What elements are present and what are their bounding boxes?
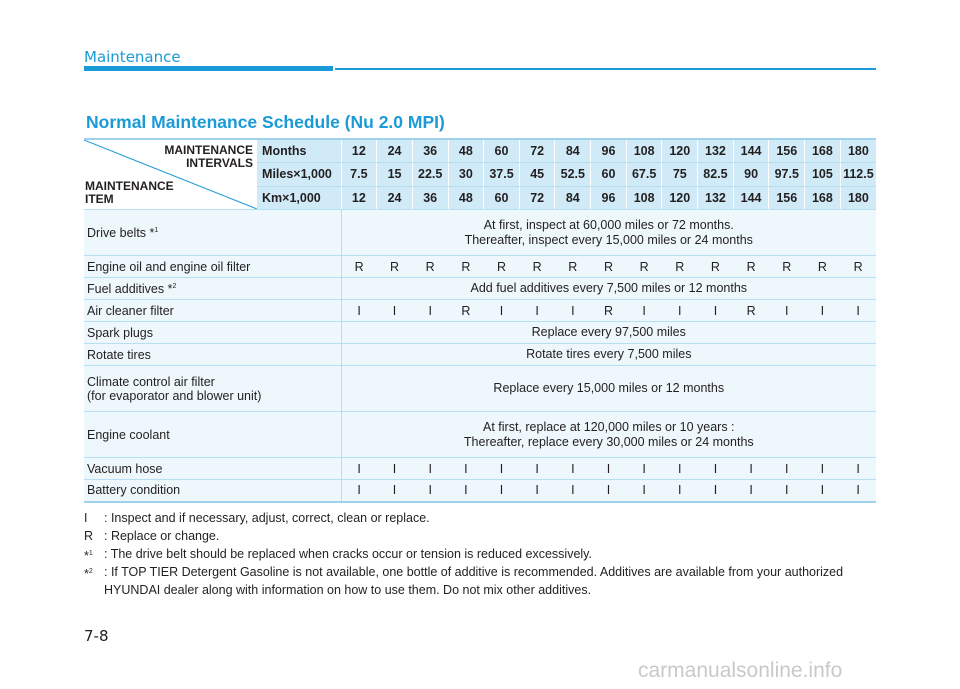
table-title: Normal Maintenance Schedule (Nu 2.0 MPI) (86, 112, 445, 132)
table-row (84, 300, 876, 322)
schedule-cell: I (769, 300, 805, 322)
schedule-cell: I (591, 458, 627, 480)
table-row (84, 278, 876, 300)
corner-intervals-label: MAINTENANCE INTERVALS (164, 143, 253, 170)
schedule-cell: R (769, 256, 805, 278)
maintenance-item: Drive belts *$^1$ (84, 210, 341, 256)
schedule-cell: I (840, 480, 876, 502)
schedule-cell: I (484, 300, 520, 322)
schedule-cell: I (805, 458, 841, 480)
schedule-cell: I (412, 300, 448, 322)
interval-value: 97.5 (769, 163, 805, 187)
schedule-cell: I (555, 300, 591, 322)
table-row (84, 458, 876, 480)
interval-value: 37.5 (484, 163, 520, 187)
schedule-cell: R (698, 256, 734, 278)
interval-value: 12 (341, 139, 377, 163)
table-row (84, 256, 876, 278)
interval-value: 105 (805, 163, 841, 187)
interval-value: 52.5 (555, 163, 591, 187)
interval-value: 168 (805, 139, 841, 163)
maintenance-item: Spark plugs (84, 322, 341, 344)
interval-value: 108 (626, 139, 662, 163)
interval-value: 30 (448, 163, 484, 187)
schedule-cell: R (626, 256, 662, 278)
schedule-cell: R (555, 256, 591, 278)
maintenance-item: Climate control air filter (for evaporator and blower unit) (84, 366, 341, 412)
interval-value: 12 (341, 186, 377, 210)
schedule-cell: I (769, 458, 805, 480)
schedule-cell: I (662, 300, 698, 322)
schedule-cell: I (377, 300, 413, 322)
interval-value: 156 (769, 139, 805, 163)
schedule-cell: I (698, 480, 734, 502)
table-header (84, 139, 876, 210)
schedule-cell: I (626, 480, 662, 502)
schedule-cell: I (662, 458, 698, 480)
schedule-instruction: Replace every 15,000 miles or 12 months (341, 366, 876, 412)
schedule-cell: R (412, 256, 448, 278)
schedule-cell: I (769, 480, 805, 502)
schedule-cell: I (412, 480, 448, 502)
schedule-cell: I (412, 458, 448, 480)
schedule-instruction: Add fuel additives every 7,500 miles or 12 months (341, 278, 876, 300)
schedule-cell: I (341, 458, 377, 480)
schedule-cell: I (519, 480, 555, 502)
schedule-instruction: At first, replace at 120,000 miles or 10 years : Thereafter, replace every 30,000 miles or 24 months (341, 412, 876, 458)
interval-value: 84 (555, 139, 591, 163)
schedule-cell: R (733, 256, 769, 278)
schedule-cell: R (448, 256, 484, 278)
interval-value: 45 (519, 163, 555, 187)
schedule-cell: I (698, 300, 734, 322)
interval-value: 60 (484, 186, 520, 210)
interval-value: 24 (377, 139, 413, 163)
schedule-cell: I (377, 458, 413, 480)
header-label: Miles×1,000 (257, 163, 341, 187)
maintenance-schedule-table (84, 138, 876, 503)
table-row (84, 210, 876, 256)
maintenance-item: Fuel additives *$^2$ (84, 278, 341, 300)
schedule-cell: R (805, 256, 841, 278)
schedule-cell: I (626, 300, 662, 322)
interval-value: 180 (840, 186, 876, 210)
table-body (84, 210, 876, 502)
note-footnote-2: *$^2$ : If TOP TIER Detergent Gasoline is not available, one bottle of additive is recommended. Additives are available from your authorized HYUNDAI dealer along with information on how to use them. Do not mix other additives. (84, 565, 844, 597)
interval-value: 112.5 (840, 163, 876, 187)
schedule-cell: R (733, 300, 769, 322)
interval-value: 75 (662, 163, 698, 187)
schedule-cell: I (519, 458, 555, 480)
maintenance-item: Rotate tires (84, 344, 341, 366)
table-row (84, 344, 876, 366)
interval-value: 48 (448, 139, 484, 163)
interval-value: 7.5 (341, 163, 377, 187)
interval-value: 120 (662, 186, 698, 210)
schedule-cell: I (591, 480, 627, 502)
table-row (84, 412, 876, 458)
note-inspect: I : Inspect and if necessary, adjust, correct, clean or replace. (84, 511, 430, 525)
schedule-cell: R (341, 256, 377, 278)
table-row (84, 366, 876, 412)
interval-value: 36 (412, 186, 448, 210)
header-label: Months (257, 139, 341, 163)
note-footnote-1: *$^1$ : The drive belt should be replaced when cracks occur or tension is reduced excessively. (84, 547, 592, 563)
schedule-cell: R (448, 300, 484, 322)
schedule-instruction: Replace every 97,500 miles (341, 322, 876, 344)
schedule-cell: R (484, 256, 520, 278)
table-row (84, 322, 876, 344)
interval-value: 144 (733, 139, 769, 163)
schedule-cell: R (662, 256, 698, 278)
maintenance-item: Engine oil and engine oil filter (84, 256, 341, 278)
schedule-cell: I (377, 480, 413, 502)
corner-item-label: MAINTENANCE ITEM (85, 179, 174, 206)
schedule-cell: I (519, 300, 555, 322)
interval-value: 96 (591, 139, 627, 163)
schedule-cell: R (591, 300, 627, 322)
schedule-cell: I (805, 300, 841, 322)
schedule-cell: I (555, 480, 591, 502)
schedule-cell: I (484, 458, 520, 480)
header-row-months (84, 139, 876, 163)
interval-value: 24 (377, 186, 413, 210)
interval-value: 48 (448, 186, 484, 210)
section-title: Maintenance (84, 48, 181, 66)
schedule-instruction: Rotate tires every 7,500 miles (341, 344, 876, 366)
schedule-cell: I (341, 300, 377, 322)
page-number: 7-8 (84, 627, 109, 645)
schedule-cell: I (840, 458, 876, 480)
schedule-cell: I (626, 458, 662, 480)
interval-value: 168 (805, 186, 841, 210)
interval-value: 60 (591, 163, 627, 187)
schedule-cell: R (591, 256, 627, 278)
interval-value: 22.5 (412, 163, 448, 187)
note-replace: R : Replace or change. (84, 529, 220, 543)
schedule-cell: R (377, 256, 413, 278)
schedule-cell: I (840, 300, 876, 322)
schedule-cell: I (733, 458, 769, 480)
interval-value: 132 (698, 139, 734, 163)
interval-value: 132 (698, 186, 734, 210)
watermark: carmanualsonline.info (638, 659, 843, 682)
interval-value: 120 (662, 139, 698, 163)
maintenance-item: Vacuum hose (84, 458, 341, 480)
schedule-cell: I (662, 480, 698, 502)
header-label: Km×1,000 (257, 186, 341, 210)
interval-value: 82.5 (698, 163, 734, 187)
schedule-cell: I (805, 480, 841, 502)
interval-value: 72 (519, 139, 555, 163)
maintenance-item: Engine coolant (84, 412, 341, 458)
interval-value: 84 (555, 186, 591, 210)
schedule-cell: I (448, 458, 484, 480)
legend-notes (84, 509, 876, 599)
interval-value: 36 (412, 139, 448, 163)
interval-value: 156 (769, 186, 805, 210)
interval-value: 15 (377, 163, 413, 187)
interval-value: 90 (733, 163, 769, 187)
schedule-cell: I (484, 480, 520, 502)
table-row (84, 480, 876, 502)
maintenance-item: Battery condition (84, 480, 341, 502)
header-corner-cell (84, 139, 257, 210)
interval-value: 180 (840, 139, 876, 163)
schedule-cell: I (733, 480, 769, 502)
schedule-cell: I (555, 458, 591, 480)
interval-value: 60 (484, 139, 520, 163)
interval-value: 144 (733, 186, 769, 210)
maintenance-item: Air cleaner filter (84, 300, 341, 322)
interval-value: 96 (591, 186, 627, 210)
schedule-cell: I (448, 480, 484, 502)
schedule-cell: R (519, 256, 555, 278)
schedule-cell: I (341, 480, 377, 502)
interval-value: 72 (519, 186, 555, 210)
schedule-cell: I (698, 458, 734, 480)
interval-value: 67.5 (626, 163, 662, 187)
header-rule-thin (335, 68, 876, 70)
header-rule-thick (84, 66, 333, 71)
schedule-cell: R (840, 256, 876, 278)
interval-value: 108 (626, 186, 662, 210)
schedule-instruction: At first, inspect at 60,000 miles or 72 months. Thereafter, inspect every 15,000 miles or 24 months (341, 210, 876, 256)
